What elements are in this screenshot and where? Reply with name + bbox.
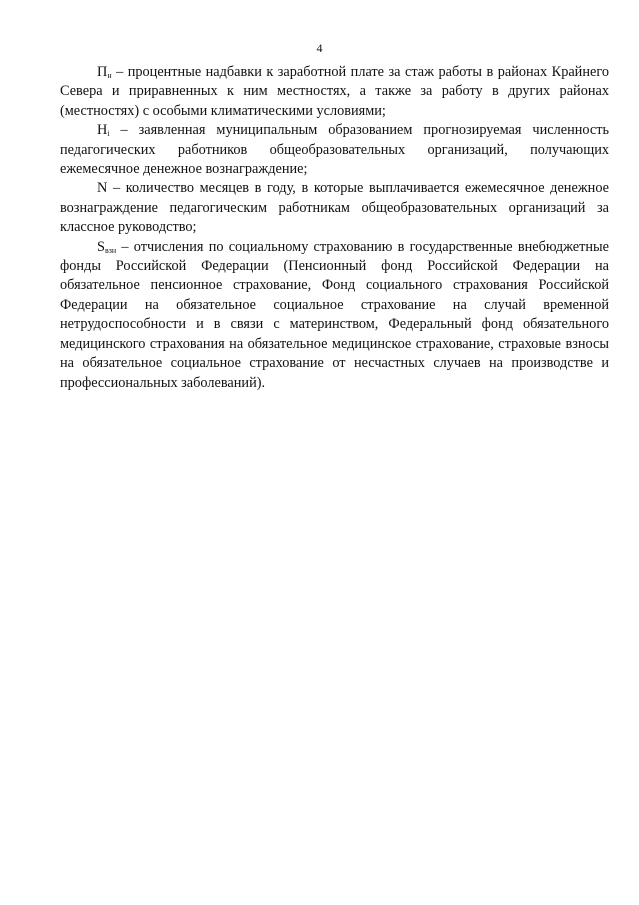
symbol-letter: Н — [97, 122, 108, 139]
symbol-letter: N — [97, 180, 108, 197]
document-body — [60, 63, 609, 393]
symbol-subscript: н — [107, 71, 112, 80]
definition-text: – отчисления по социальному страхованию в государственные внебюджетные фонды Российской Федерации (Пенсионный фонд Российской Федерации на обязательное пенсионное страхование, Фонд социального страхования Российской Федерации на обязательное социальное страхование на случай временной нетрудоспособности и в связи с материнством, Федеральный фонд обязательного медицинского страхования на обязательное медицинское страхование, страховые взносы на обязательное социальное страхование от несчастных случаев на производстве и профессиональных заболеваний). — [60, 238, 609, 391]
definition-paragraph-pn — [60, 63, 609, 121]
formula-symbol — [97, 180, 107, 196]
formula-symbol — [97, 64, 112, 80]
symbol-subscript: i — [107, 129, 110, 139]
definition-text: – процентные надбавки к заработной плате за стаж работы в районах Крайнего Севера и приравненных к ним местностях, а также за работу в других районах (местностях) с особыми климатическими условиями; — [60, 64, 609, 119]
symbol-subscript: взн — [104, 245, 117, 255]
formula-symbol — [97, 122, 110, 138]
definition-text: – заявленная муниципальным образованием прогнозируемая численность педагогических работников общеобразовательных организаций, получающих ежемесячное денежное вознаграждение; — [60, 122, 609, 178]
definition-paragraph-svzn — [60, 238, 609, 393]
formula-symbol — [97, 239, 116, 255]
symbol-letter: S — [97, 238, 105, 255]
definition-paragraph-n — [60, 179, 609, 237]
symbol-letter: П — [97, 64, 108, 80]
definition-paragraph-hi — [60, 121, 609, 179]
page-number: 4 — [316, 41, 323, 55]
definition-text: – количество месяцев в году, в которые выплачивается ежемесячное денежное вознаграждение педагогическим работникам общеобразовательных организаций за классное руководство; — [60, 180, 609, 236]
